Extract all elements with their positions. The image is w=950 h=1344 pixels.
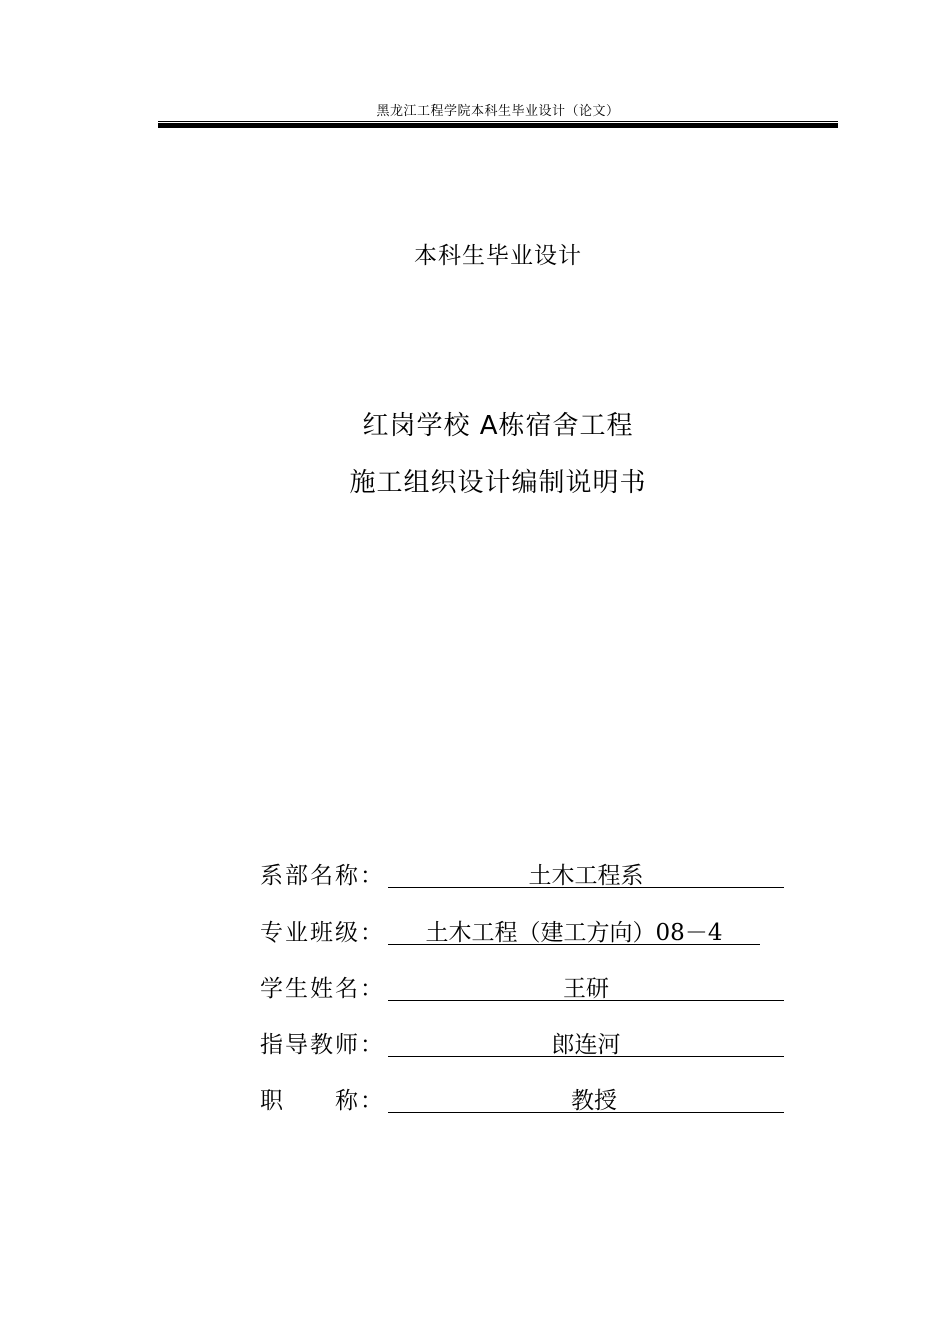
major-label: 专业班级： — [260, 920, 385, 946]
header-rule-thin — [158, 121, 838, 122]
cover-subtitle: 本科生毕业设计 — [414, 243, 582, 269]
advisor-value: 郎连河 — [551, 1032, 621, 1058]
info-row-advisor — [260, 1029, 790, 1063]
info-row-title — [260, 1085, 790, 1119]
major-value: 土木工程（建工方向）08－4 — [425, 920, 723, 946]
header-text: 黑龙江工程学院本科生毕业设计（论文） — [376, 104, 620, 119]
info-row-major — [260, 917, 790, 951]
department-value: 土木工程系 — [528, 863, 644, 889]
student-label: 学生姓名： — [260, 976, 385, 1002]
title-label: 职 称： — [260, 1088, 385, 1114]
student-value: 王研 — [563, 976, 609, 1002]
title-value: 教授 — [571, 1088, 617, 1114]
advisor-label: 指导教师： — [260, 1032, 385, 1058]
cover-title-line-1: 红岗学校 A栋宿舍工程 — [362, 411, 634, 441]
header-rule-thick — [158, 123, 838, 128]
info-row-student — [260, 973, 790, 1007]
info-row-department — [260, 860, 790, 894]
cover-title-line-2: 施工组织设计编制说明书 — [349, 468, 647, 498]
department-label: 系部名称： — [260, 863, 385, 889]
